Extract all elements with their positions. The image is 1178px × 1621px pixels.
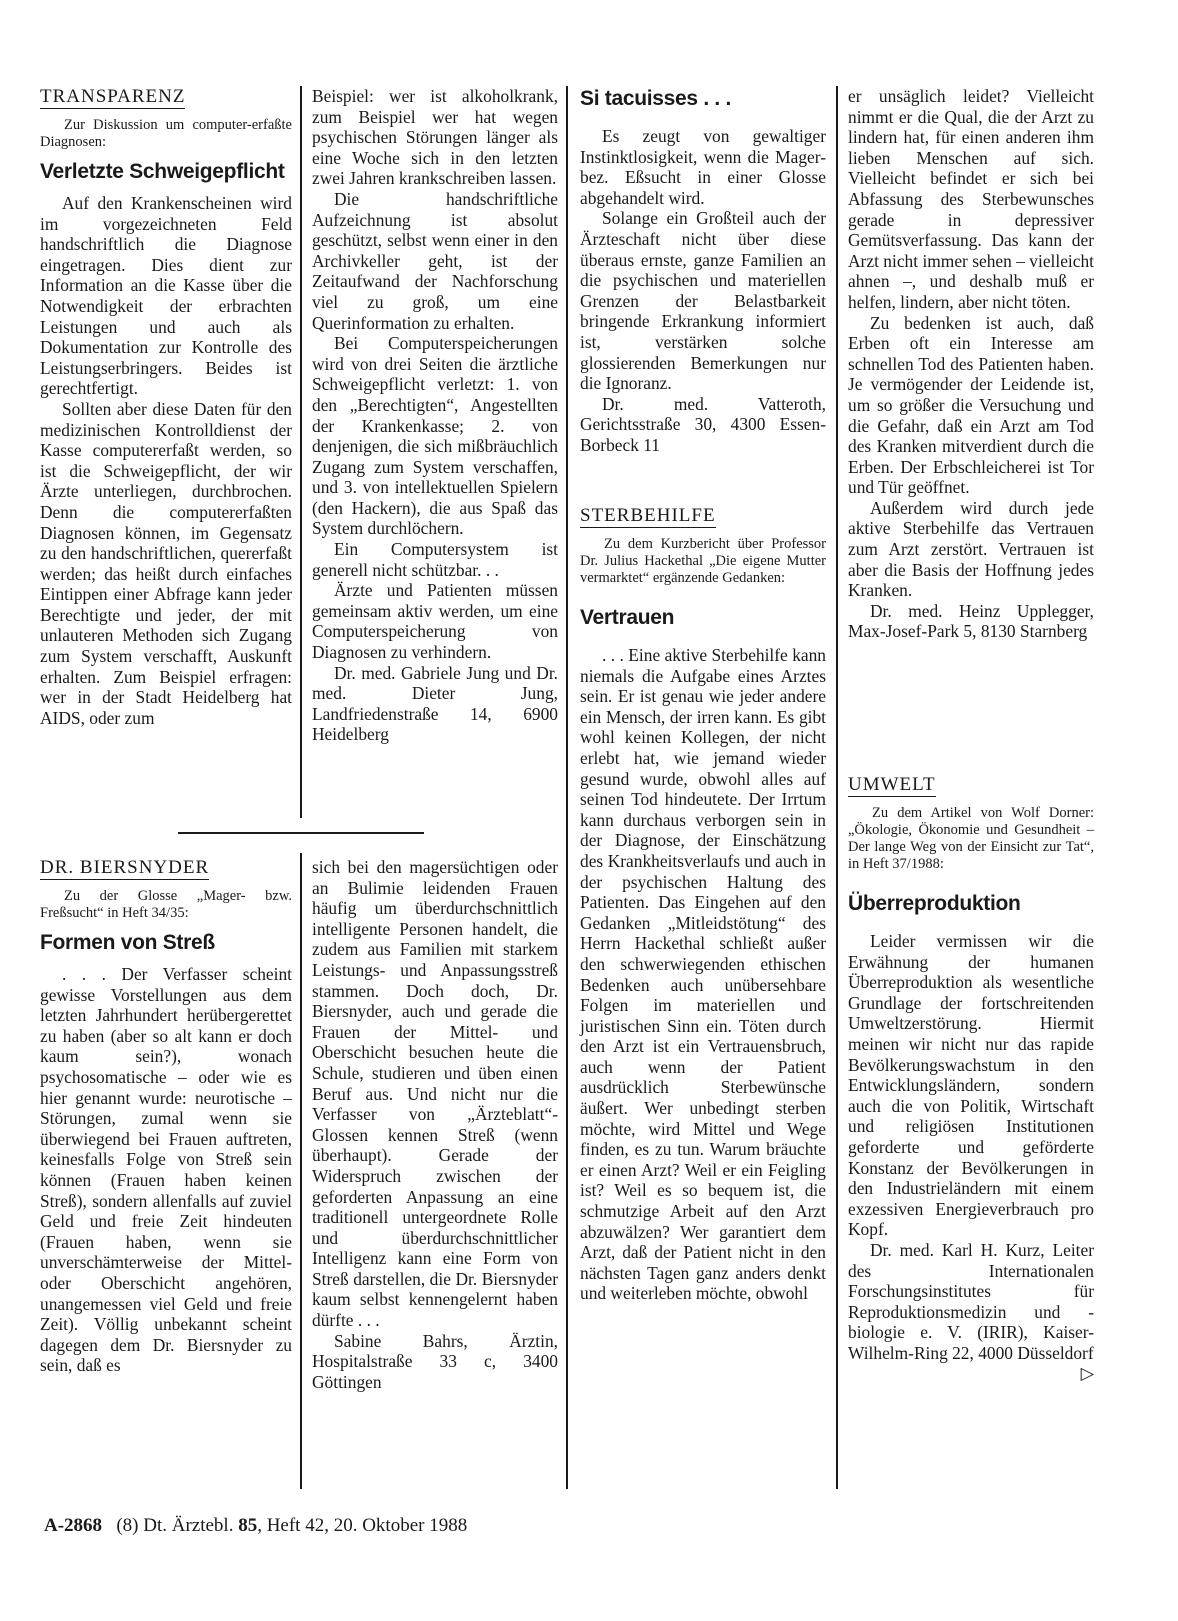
sterbehilfe-col-2	[848, 86, 1094, 642]
paragraph: Leider vermissen wir die Erwähnung der humanen Überreproduktion als wesentliche Grundlage der fortschreitenden Umweltzerstörung. Hiermit meinen wir nicht nur das rapide Bevölkerungswachstum in den Entwicklungsländern, sondern auch die von Politik, Wirtschaft und religiösen Institutionen geforderte und geförderte Konstanz der Bevölkerungen in den Industrieländern mit einem exzessiven Energieverbrauch pro Kopf.	[848, 931, 1094, 1240]
column-rule	[300, 86, 302, 818]
article-intro: Zu der Glosse „Mager- bzw. Freßsucht“ in Heft 34/35:	[40, 888, 292, 921]
biersnyder-col-1	[40, 857, 292, 1376]
continue-arrow-icon: ▷	[1080, 1363, 1094, 1384]
paragraph: . . . Der Verfasser scheint gewisse Vorstellungen aus dem letzten Jahrhundert herübergerettet zu haben (aber so alt kann er doch kaum sein?), wonach psychosomatische – oder wie es hier genannt wurde: neurotische – Störungen, zumal wenn sie überwiegend bei Frauen auftreten, keinesfalls Folge von Streß sein können (Frauen haben keinen Streß), sondern allenfalls auf zuviel Geld und freie Zeit hindeuten (Frauen haben, wenn sie unverschämterweise der Mittel- oder Oberschicht angehören, unangemessen viel Geld und freie Zeit). Völlig unbekannt scheint dagegen dem Dr. Biersnyder zu sein, daß es	[40, 964, 292, 1376]
paragraph: Sollten aber diese Daten für den medizinischen Kontrolldienst der Kasse computererfaßt werden, so ist die Schweigepflicht, der wir Ärzte unterliegen, durchbrochen. Denn die computererfaßten Diagnosen können, im Gegensatz zu den handschriftlichen, quererfaßt werden; das heißt durch einfaches Eintippen einer Abfrage kann jeder Berechtigte und jeder, der mit unlauteren Methoden sich Zugang zum System verschafft, Auskunft erhalten. Zum Beispiel erfragen: wer in der Stadt Heidelberg hat AIDS, oder zum	[40, 398, 292, 728]
section-kicker: DR. BIERSNYDER	[40, 857, 210, 878]
paragraph: sich bei den magersüchtigen oder an Bulimie leidenden Frauen häufig um überdurchschnittlich intelligente Personen handelt, die zudem aus Familien mit starkem Leistungs- und Anpassungsstreß stammen. Doch doch, Dr. Biersnyder, auch und gerade die Frauen der Mittel- und Oberschicht besuchen heute die Schule, studieren und üben einen Beruf aus. Und nicht nur die Verfasser von „Ärzteblatt“-Glossen kennen Streß (wenn überhaupt). Gerade der Widerspruch zwischen der geforderten Anpassung an eine traditionell untergeordnete Rolle und überdurchschnittlicher Intelligenz kann eine Form von Streß darstellen, die Dr. Biersnyder kaum selbst kennengelernt haben dürfte . . .	[312, 857, 558, 1331]
paragraph: er unsäglich leidet? Vielleicht nimmt er die Qual, die der Arzt zu lindern hat, für einen anderen ihm lieben Menschen auf sich. Vielleicht befindet er sich bei Abfassung des Sterbewunsches gerade in depressiver Gemütsverfassung. Das kann der Arzt nicht immer sehen – vielleicht ahnen –, und deshalb muß er helfen, lindern, aber nicht töten.	[848, 86, 1094, 312]
article-headline: Überreproduktion	[848, 892, 1021, 915]
section-kicker: UMWELT	[848, 774, 936, 795]
article-headline: Vertrauen	[580, 606, 675, 629]
journal-name: (8) Dt. Ärztebl.	[116, 1515, 234, 1536]
volume-number: 85	[238, 1515, 258, 1536]
paragraph: Zu bedenken ist auch, daß Erben oft ein Interesse am schnellen Tod des Patienten haben. Je vermögender der Leidende ist, um so größer die Versuchung und die Gefahr, daß ein Arzt am Tod des Kranken mitverdient durch die Erben. Der Erbschleicherei ist Tor und Tür geöffnet.	[848, 312, 1094, 498]
paragraph: Auf den Krankenscheinen wird im vorgezeichneten Feld handschriftlich die Diagnose eingetragen. Dies dient zur Information an die Kasse über die Notwendigkeit der erbrachten Leistungen und auch als Dokumentation zur Kontrolle des Leistungserbringers. Beides ist gerechtfertigt.	[40, 193, 292, 399]
transparenz-col-2	[312, 86, 558, 745]
column-rule	[836, 86, 838, 1489]
article-headline: Verletzte Schweigepflicht	[40, 160, 285, 183]
column-rule	[300, 853, 302, 1489]
biersnyder-col-2	[312, 857, 558, 1392]
signature: Dr. med. Heinz Upplegger, Max-Josef-Park 5, 8130 Starnberg	[848, 600, 1094, 642]
paragraph: Ein Computersystem ist generell nicht schützbar. . .	[312, 539, 558, 580]
paragraph: Es zeugt von gewaltiger Instinktlosigkeit, wenn die Mager- bez. Eßsucht in einer Glosse abgehandelt wird.	[580, 126, 826, 208]
section-kicker: STERBEHILFE	[580, 505, 716, 526]
sterbehilfe-col-1	[580, 505, 826, 1304]
article-intro: Zu dem Kurzbericht über Professor Dr. Julius Hackethal „Die eigene Mutter vermarktet“ ergänzende Gedanken:	[580, 536, 826, 586]
signature: Dr. med. Vatteroth, Gerichtsstraße 30, 4300 Essen-Borbeck 11	[580, 393, 826, 455]
article-intro: Zu dem Artikel von Wolf Dorner: „Ökologie, Ökonomie und Gesundheit – Der lange Weg von der Einsicht zur Tat“, in Heft 37/1988:	[848, 805, 1094, 872]
paragraph: Die handschriftliche Aufzeichnung ist absolut geschützt, selbst wenn einer in den Archivkeller geht, ist der Zeitaufwand der Nachforschung viel zu groß, um eine Querinformation zu erhalten.	[312, 188, 558, 333]
signature: Dr. med. Karl H. Kurz, Leiter des Internationalen Forschungsinstitutes für Reproduktionsmedizin und -biologie e. V. (IRIR), Kaiser-Wilhelm-Ring 22, 4000 Düsseldorf ▷	[848, 1239, 1094, 1384]
signature: Dr. med. Gabriele Jung und Dr. med. Dieter Jung, Landfriedenstraße 14, 6900 Heidelberg	[312, 662, 558, 745]
page-footer	[44, 1515, 467, 1537]
paragraph: Solange ein Großteil auch der Ärzteschaft nicht über diese überaus ernste, ganze Familien an die psychischen und materiellen Grenzen der Belastbarkeit bringende Erkrankung informiert ist, verstärken solche glossierenden Bemerkungen nur die Ignoranz.	[580, 208, 826, 394]
transparenz-col-1	[40, 86, 292, 728]
article-headline: Formen von Streß	[40, 931, 215, 954]
column-rule	[566, 86, 568, 1489]
tacuisses-col	[580, 86, 826, 456]
article-intro: Zur Diskussion um computer-erfaßte Diagnosen:	[40, 117, 292, 150]
paragraph: . . . Eine aktive Sterbehilfe kann niemals die Aufgabe eines Arztes sein. Er ist genau wie jeder andere ein Mensch, der irren kann. Es gibt wohl keinen Kollegen, der nicht erlebt hat, wie jemand wieder gesund wurde, obwohl alles auf seinen Tod hindeutete. Der Irrtum kann durchaus verborgen sein in der Diagnose, der Einschätzung des Krankheitsverlaufs und auch in der psychischen Haltung des Patienten. Das Eingehen auf den Gedanken „Mitleidstötung“ des Herrn Hackethal schließt außer den schwerwiegenden ethischen Bedenken auch unübersehbare Folgen im materiellen und juristischen Sinn ein. Töten durch den Arzt ist ein Vertrauensbruch, auch wenn der Patient ausdrücklich Sterbewünsche äußert. Wer unbedingt sterben möchte, wird Mittel und Wege finden, es zu tun. Warum bräuchte er einen Arzt? Weil er ein Feigling ist? Weil es so bequem ist, die schmutzige Arbeit auf den Arzt abzuwälzen? Wer garantiert dem Arzt, daß der Patient nicht in den nächsten Tagen ganz anders denkt und weiterleben möchte, obwohl	[580, 645, 826, 1304]
issue-date: , Heft 42, 20. Oktober 1988	[257, 1515, 468, 1536]
section-kicker: TRANSPARENZ	[40, 86, 186, 107]
signature: Sabine Bahrs, Ärztin, Hospitalstraße 33 c, 3400 Göttingen	[312, 1330, 558, 1392]
page-code: A-2868	[44, 1515, 103, 1536]
paragraph: Außerdem wird durch jede aktive Sterbehilfe das Vertrauen zum Arzt zerstört. Vertrauen ist aber die Basis der Hoffnung jedes Kranken.	[848, 497, 1094, 601]
article-separator	[178, 832, 424, 834]
paragraph: Beispiel: wer ist alkoholkrank, zum Beispiel wer hat wegen psychischen Störungen länger als eine Woche sich in den letzten zwei Jahren krankschreiben lassen.	[312, 86, 558, 189]
paragraph: Bei Computerspeicherungen wird von drei Seiten die ärztliche Schweigepflicht verletzt: 1. von den „Berechtigten“, Angestellten der Krankenkasse; 2. von denjenigen, die sich mißbräuchlich Zugang zum System verschaffen, und 3. von intellektuellen Spielern (den Hackern), die aus Spaß das System durchlöchern.	[312, 333, 558, 539]
paragraph: Ärzte und Patienten müssen gemeinsam aktiv werden, um eine Computerspeicherung von Diagnosen zu verhindern.	[312, 580, 558, 663]
umwelt-col	[848, 774, 1094, 1384]
article-headline: Si tacuisses . . .	[580, 87, 732, 110]
